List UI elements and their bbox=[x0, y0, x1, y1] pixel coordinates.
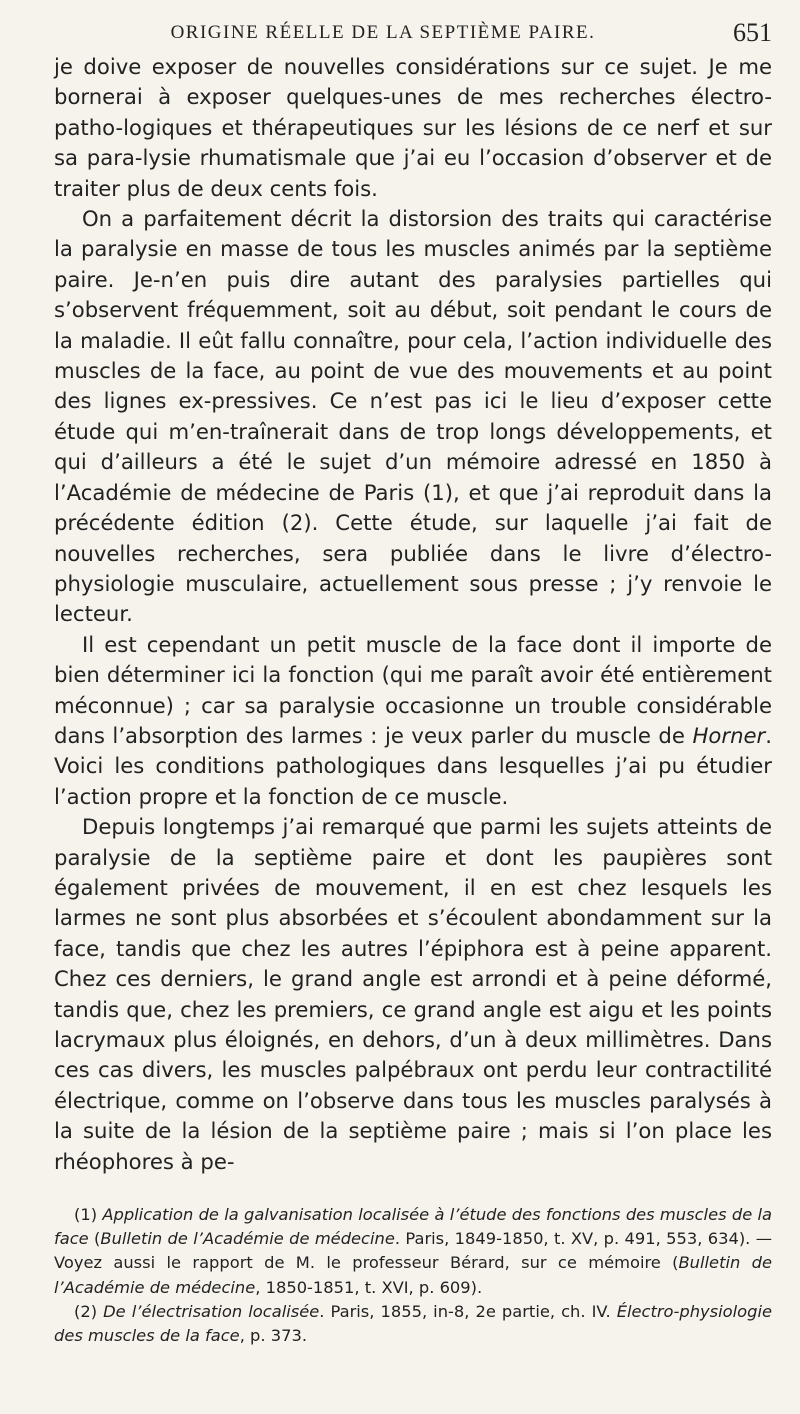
italic-text: Électro-physiologie des muscles de la face bbox=[54, 1301, 772, 1346]
text-segment: . Paris, 1855, in-8, 2e partie, ch. IV. bbox=[319, 1301, 617, 1321]
text-segment: . Voici les conditions pathologiques dans lesquelles j’ai pu étudier l’action propre et la fonction de ce muscle. bbox=[54, 722, 772, 809]
text-segment: je doive exposer de nouvelles considérations sur ce sujet. Je me bornerai à exposer quelques-unes de mes recherches électro-patho-logiques et thérapeutiques sur les lésions de ce nerf et sur sa para-lysie rhumatismale que j’ai eu l’occasion d’observer et de traiter plus de deux cents fois. bbox=[54, 54, 772, 201]
paragraph bbox=[54, 204, 772, 630]
text-segment: (1) bbox=[74, 1205, 103, 1225]
italic-text: Bulletin de l’Académie de médecine bbox=[54, 1253, 772, 1297]
footnote bbox=[54, 1300, 772, 1348]
italic-text: Bulletin de l’Académie de médecine bbox=[100, 1229, 395, 1249]
footnotes bbox=[54, 1203, 772, 1348]
italic-text: Application de la galvanisation localisée à l’étude des fonctions des muscles de la face bbox=[54, 1205, 772, 1249]
italic-text: Horner bbox=[692, 722, 766, 748]
running-title: ORIGINE RÉELLE DE LA SEPTIÈME PAIRE. bbox=[170, 22, 596, 43]
italic-text: De l’électrisation localisée bbox=[103, 1301, 320, 1321]
paragraph bbox=[54, 52, 772, 204]
paragraph bbox=[54, 812, 772, 1177]
text-segment: Il est cependant un petit muscle de la face dont il importe de bien déterminer ici la fonction (qui me paraît avoir été entièrement méconnue) ; car sa paralysie occasionne un trouble considérable dans l’absorption des larmes : je veux parler du muscle de bbox=[54, 631, 772, 748]
text-segment: ( bbox=[88, 1229, 101, 1249]
text-segment: . Paris, 1849-1850, t. XV, p. 491, 553, 634). — Voyez aussi le rapport de M. le professeur Bérard, sur ce mémoire ( bbox=[54, 1229, 772, 1273]
text-segment: (2) bbox=[74, 1301, 104, 1321]
body-text bbox=[54, 52, 772, 1177]
page-number: 651 bbox=[733, 18, 772, 47]
text-segment: On a parfaitement décrit la distorsion des traits qui caractérise la paralysie en masse de tous les muscles animés par la septième paire. Je-n’en puis dire autant des paralysies partielles qui s’observent fréquemment, soit au début, soit pendant le cours de la maladie. Il eût fallu connaître, pour cela, l’action individuelle des muscles de la face, au point de vue des mouvements et au point des lignes ex-pressives. Ce n’est pas ici le lieu d’exposer cette étude qui m’en-traînerait dans de trop longs développements, et qui d’ailleurs a été le sujet d’un mémoire adressé en 1850 à l’Académie de médecine de Paris (1), et que j’ai reproduit dans la précédente édition (2). Cette étude, sur laquelle j’ai fait de nouvelles recherches, sera publiée dans le livre d’électro-physiologie musculaire, actuellement sous presse ; j’y renvoie le lecteur. bbox=[54, 206, 772, 627]
text-segment: Depuis longtemps j’ai remarqué que parmi les sujets atteints de paralysie de la septième paire et dont les paupières sont également privées de mouvement, il en est chez lesquels les larmes ne sont plus absorbées et s’écoulent abondamment sur la face, tandis que chez les autres l’épiphora est à peine apparent. Chez ces derniers, le grand angle est arrondi et à peine déformé, tandis que, chez les premiers, ce grand angle est aigu et les points lacrymaux plus éloignés, en dehors, d’un à deux millimètres. Dans ces cas divers, les muscles palpébraux ont perdu leur contractilité électrique, comme on l’observe dans tous les muscles paralysés à la suite de la lésion de la septième paire ; mais si l’on place les rhéophores à pe- bbox=[54, 814, 772, 1174]
footnote bbox=[54, 1203, 772, 1300]
running-header bbox=[54, 18, 772, 48]
book-page bbox=[54, 18, 772, 1348]
text-segment: , 1850-1851, t. XVI, p. 609). bbox=[255, 1277, 483, 1297]
text-segment: , p. 373. bbox=[239, 1326, 307, 1346]
paragraph bbox=[54, 630, 772, 812]
